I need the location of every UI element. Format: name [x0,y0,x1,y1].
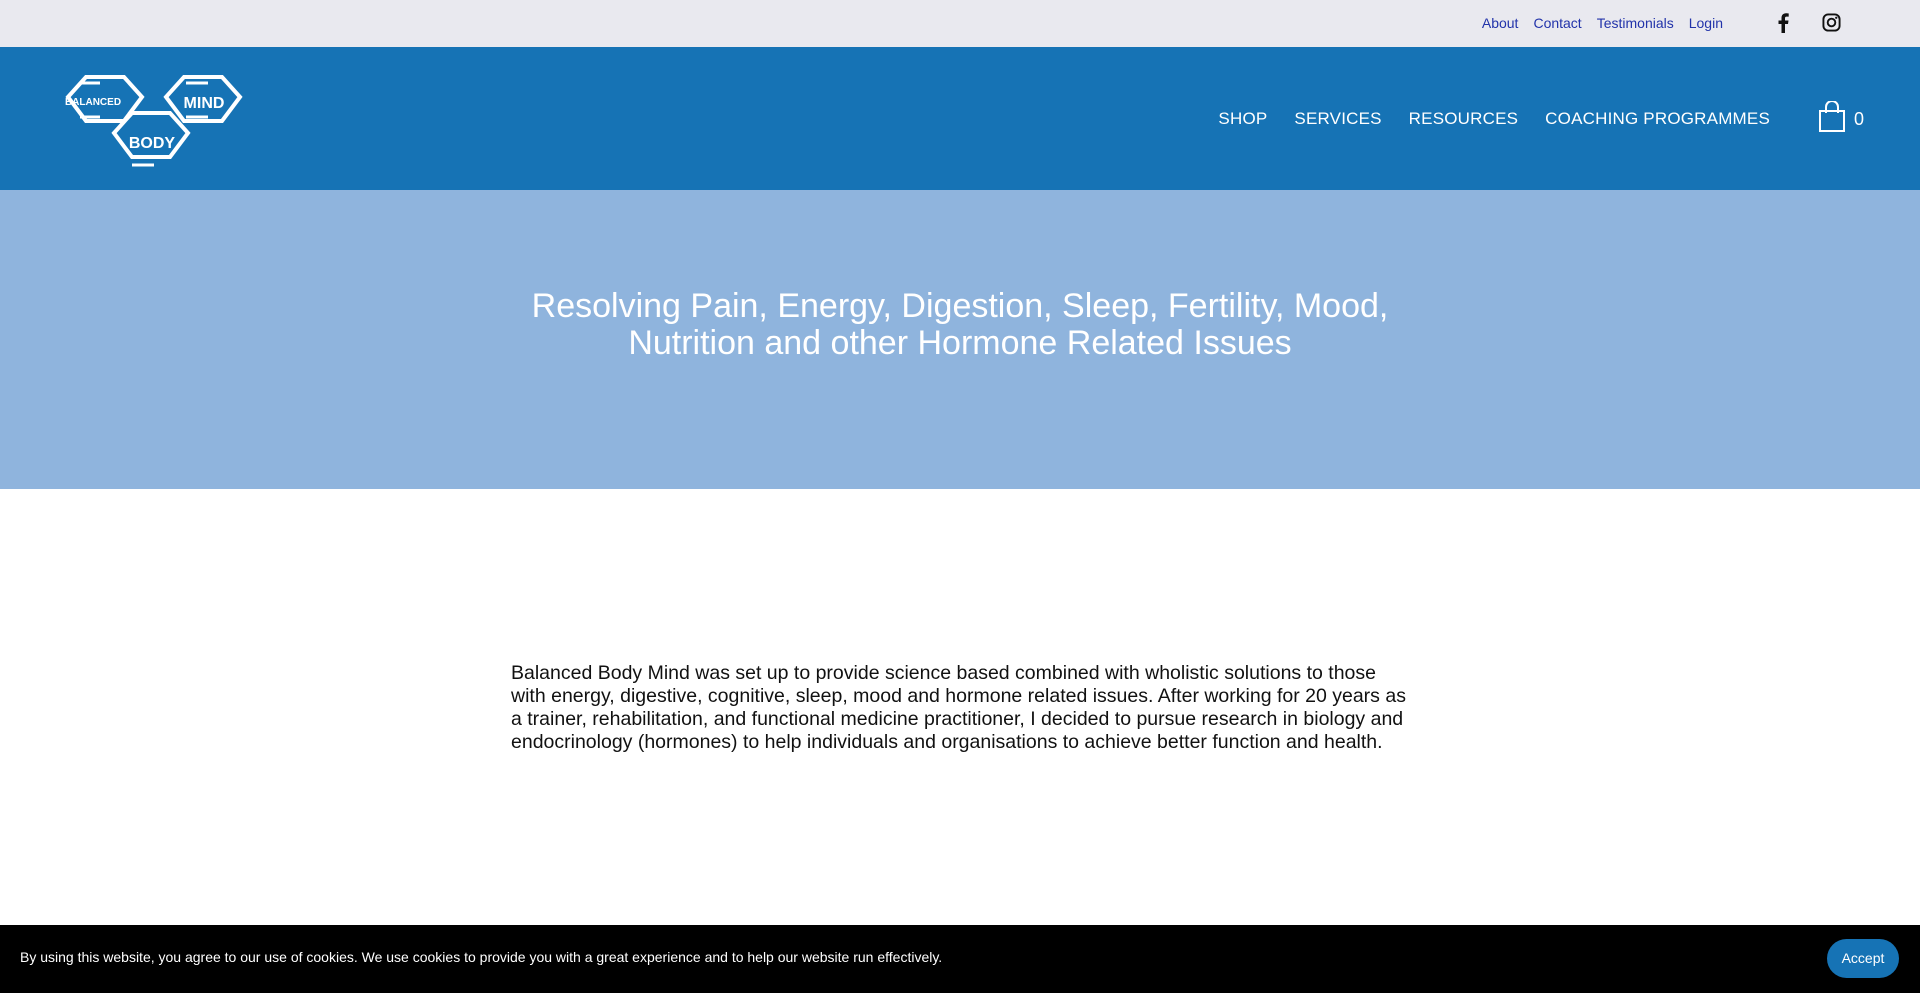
nav-services[interactable]: SERVICES [1294,108,1382,128]
accept-cookies-button[interactable]: Accept [1827,939,1899,978]
main-nav [1218,47,1770,190]
nav-resources[interactable]: RESOURCES [1408,108,1519,128]
utility-link-contact[interactable]: Contact [1533,14,1582,31]
cart-count: 0 [1854,108,1865,129]
cookie-text: By using this website, you agree to our use of cookies. We use cookies to provide you with a great experience and to help our website run effectively. [20,949,943,965]
svg-text:BODY: BODY [128,135,176,152]
cart-button[interactable] [1818,103,1864,135]
hero-title-line-1: Resolving Pain, Energy, Digestion, Sleep, Fertility, Mood, [531,287,1389,325]
main-header [0,47,1920,190]
nav-shop[interactable]: SHOP [1218,108,1268,128]
svg-text:MIND: MIND [183,95,225,112]
utility-bar [0,0,1920,47]
svg-text:BALANCED: BALANCED [64,97,122,108]
shopping-bag-icon [1818,101,1846,138]
utility-link-testimonials[interactable]: Testimonials [1596,14,1674,31]
nav-coaching-programmes[interactable]: COACHING PROGRAMMES [1545,108,1770,128]
hero-banner [0,190,1920,489]
instagram-icon[interactable] [1818,10,1844,35]
utility-link-login[interactable]: Login [1688,14,1723,31]
hero-title-line-2: Nutrition and other Hormone Related Issues [628,324,1292,362]
site-logo[interactable] [56,55,256,183]
utility-nav [1482,0,1723,45]
intro-paragraph: Balanced Body Mind was set up to provide science based combined with wholistic solutions to those with energy, digestive, cognitive, sleep, mood and hormone related issues. After working for 20 years as a trainer, rehabilitation, and functional medicine practitioner, I decided to pursue research in biology and endocrinology (hormones) to help individuals and organisations to achieve better function and health. [511,662,1406,753]
utility-link-about[interactable]: About [1481,14,1519,31]
facebook-icon[interactable] [1770,10,1796,35]
hero-title [0,288,1920,362]
cookie-banner [0,925,1920,993]
